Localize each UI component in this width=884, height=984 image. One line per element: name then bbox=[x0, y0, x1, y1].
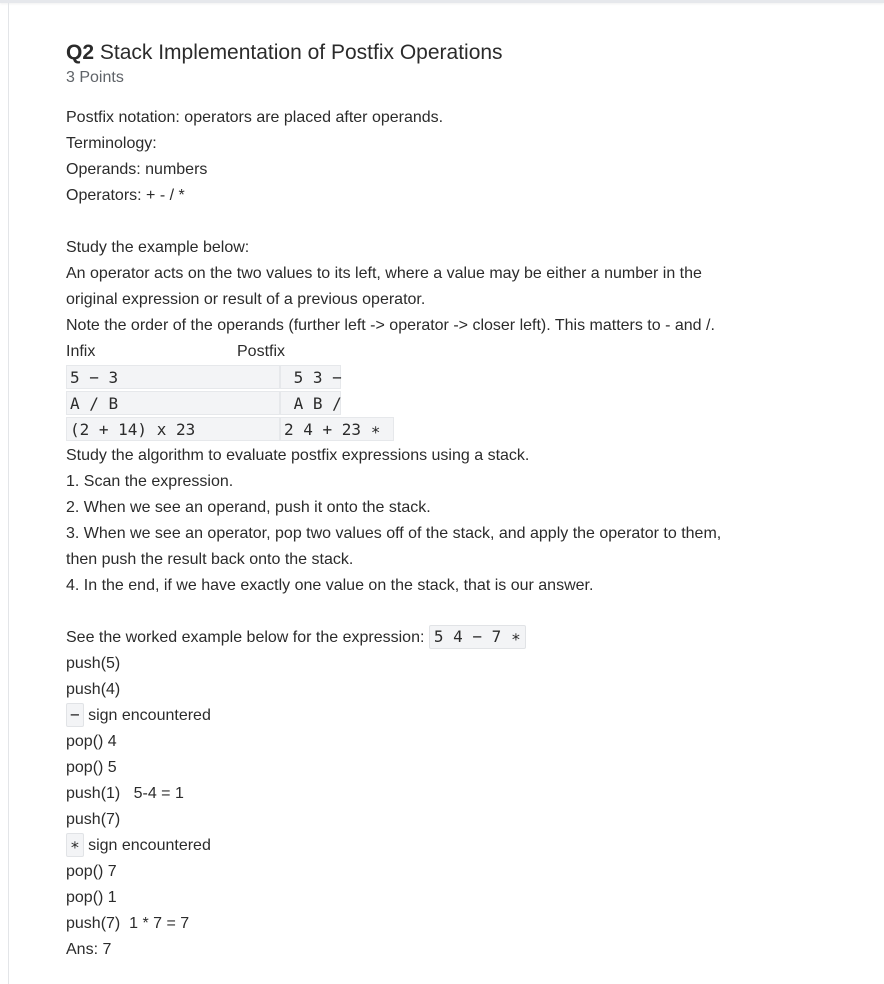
algorithm-line: then push the result back onto the stack. bbox=[66, 551, 354, 568]
step-line: push(7) bbox=[66, 811, 121, 828]
study-line: Note the order of the operands (further left -> operator -> closer left). This matters to - and /. bbox=[66, 317, 715, 334]
postfix-cell: 5 3 − bbox=[280, 365, 341, 389]
times-operator-code: ∗ bbox=[66, 833, 84, 857]
header-postfix: Postfix bbox=[237, 343, 286, 360]
worked-intro-text: See the worked example below for the expression: bbox=[66, 629, 429, 646]
question-panel bbox=[66, 38, 846, 963]
worked-expression: 5 4 − 7 ∗ bbox=[429, 625, 526, 649]
intro-line: Operands: numbers bbox=[66, 161, 208, 178]
question-number: Q2 bbox=[66, 41, 95, 64]
step-line: push(5) bbox=[66, 655, 121, 672]
step-line: pop() 7 bbox=[66, 863, 117, 880]
table-row bbox=[66, 365, 846, 391]
infix-postfix-table bbox=[66, 339, 846, 443]
algorithm-line: 2. When we see an operand, push it onto the stack. bbox=[66, 499, 431, 516]
question-body bbox=[66, 105, 846, 963]
postfix-cell: 2 4 + 23 ∗ bbox=[280, 417, 394, 441]
infix-cell: A / B bbox=[66, 391, 280, 415]
question-title-text: Stack Implementation of Postfix Operations bbox=[99, 41, 503, 64]
table-row bbox=[66, 417, 846, 443]
step-line: pop() 4 bbox=[66, 733, 117, 750]
answer-line: Ans: 7 bbox=[66, 941, 112, 958]
step-line: pop() 1 bbox=[66, 889, 117, 906]
question-title bbox=[66, 38, 846, 68]
minus-operator-code: − bbox=[66, 703, 84, 727]
algorithm-line: 4. In the end, if we have exactly one value on the stack, that is our answer. bbox=[66, 577, 594, 594]
algorithm-line: 1. Scan the expression. bbox=[66, 473, 234, 490]
study-line: An operator acts on the two values to its left, where a value may be either a number in the bbox=[66, 265, 702, 282]
left-divider bbox=[8, 3, 9, 984]
step-line: pop() 5 bbox=[66, 759, 117, 776]
table-header bbox=[66, 339, 846, 365]
step-line: push(1) 5-4 = 1 bbox=[66, 785, 184, 802]
worked-intro bbox=[66, 625, 846, 651]
algorithm-line: 3. When we see an operator, pop two values off of the stack, and apply the operator to them, bbox=[66, 525, 722, 542]
times-sign-text: sign encountered bbox=[83, 837, 211, 854]
infix-cell: (2 + 14) x 23 bbox=[66, 417, 280, 441]
top-bar bbox=[0, 0, 884, 3]
step-line: push(4) bbox=[66, 681, 121, 698]
intro-line: Operators: + - / * bbox=[66, 187, 185, 204]
step-line: push(7) 1 * 7 = 7 bbox=[66, 915, 190, 932]
postfix-cell: A B / bbox=[280, 391, 341, 415]
algorithm-line: Study the algorithm to evaluate postfix expressions using a stack. bbox=[66, 447, 530, 464]
study-line: Study the example below: bbox=[66, 239, 250, 256]
infix-cell: 5 − 3 bbox=[66, 365, 280, 389]
intro-line: Postfix notation: operators are placed after operands. bbox=[66, 109, 444, 126]
question-points: 3 Points bbox=[66, 69, 124, 86]
step-line bbox=[66, 833, 846, 859]
table-row bbox=[66, 391, 846, 417]
header-infix: Infix bbox=[66, 343, 96, 360]
intro-line: Terminology: bbox=[66, 135, 157, 152]
step-line bbox=[66, 703, 846, 729]
minus-sign-text: sign encountered bbox=[83, 707, 211, 724]
study-line: original expression or result of a previous operator. bbox=[66, 291, 426, 308]
